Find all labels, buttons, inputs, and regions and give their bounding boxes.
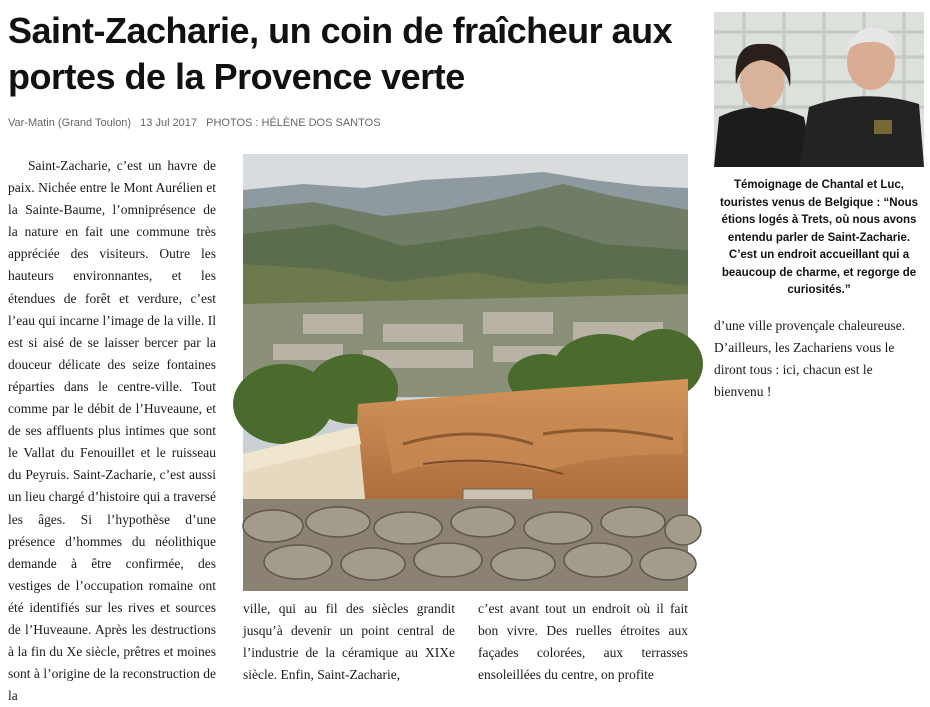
landscape-photo (243, 154, 688, 591)
photo-credit: PHOTOS : HÉLÈNE DOS SANTOS (206, 117, 381, 129)
publish-date: 13 Jul 2017 (140, 117, 198, 129)
body-column-3: c’est avant tout un endroit où il fait bon vivre. Des ruelles étroites aux façades colorées, aux terrasses ensoleillées du centre, on profite (478, 601, 688, 683)
body-column-4: d’une ville provençale chaleureuse. D’ailleurs, les Zachariens vous le diront tous : ici, chacun est le bienvenu ! (714, 318, 906, 400)
portrait-photo (714, 12, 924, 167)
photo-caption: Témoignage de Chantal et Luc, touristes venus de Belgique : “Nous étions logés à Trets, où nous avons entendu parler de Saint-Zacharie. C’est un endroit accueillant qui a beaucoup de charme, et regorge de curiosités.” (719, 179, 919, 296)
body-column-1: Saint-Zacharie, c’est un havre de paix. Nichée entre le Mont Aurélien et la Sainte-Baume, l’omniprésence de la nature en fait une commune très appréciée des visiteurs. Outre les hauteurs environnantes, et les étendues de forêt et verdure, c’est l’eau qui incarne l’image de la ville. Il est si aisé de se laisser bercer par la douceur délicate des seize fontaines réparties dans le centre-ville. Tout comme par le débit de l’Huveaune, et de ses affluents plus intimes que sont le Vallat du Fenouillet et le ruisseau du Peyruis. Saint-Zacharie, c’est aussi un lieu chargé d’histoire qui a traversé les âges. Si l’hypothèse d’une présence d’hommes du néolithique demande à être confirmée, des vestiges de l’occupation romaine ont été identifiés sur les rives et sources de l’Huveaune. Après les destructions à la fin du Xe siècle, prêtres et moines sont à l’origine de la reconstruction de la (8, 158, 216, 704)
body-column-2: ville, qui au fil des siècles grandit jusqu’à devenir un point central de l’industrie de la céramique au XIXe siècle. Enfin, Saint-Zacharie, (243, 601, 455, 683)
byline (8, 117, 387, 129)
article-headline: Saint-Zacharie, un coin de fraîcheur aux portes de la Provence verte (8, 10, 673, 97)
source-name: Var-Matin (Grand Toulon) (8, 117, 132, 129)
